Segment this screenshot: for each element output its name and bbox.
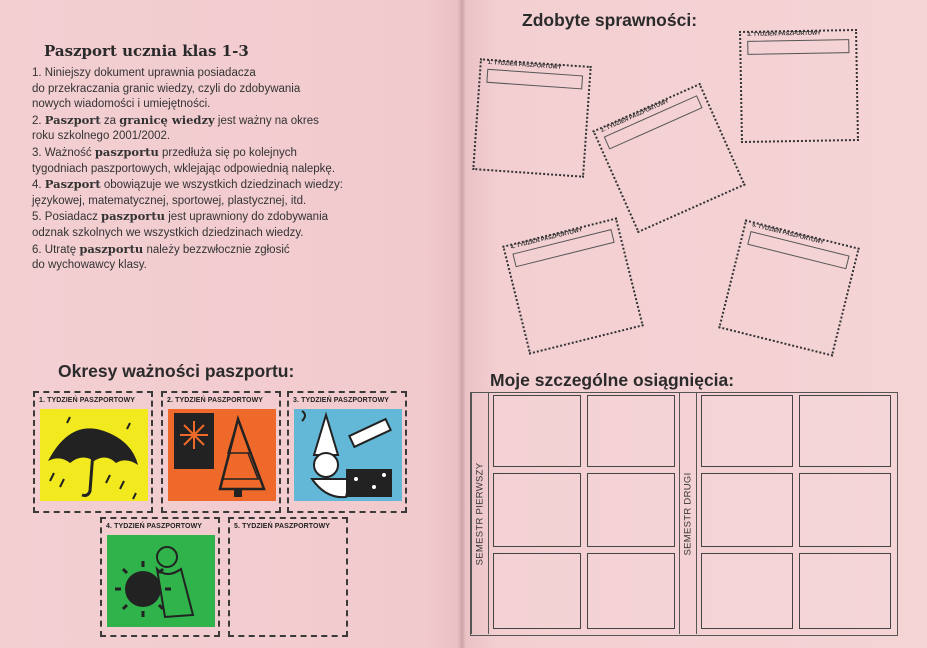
page-fold <box>458 0 466 648</box>
achievement-cell <box>587 553 675 629</box>
achievements-grid <box>470 392 898 636</box>
badge-1-label: 1. TYDZIEŃ PASZPORTOWY <box>487 59 562 71</box>
rule-line: 4. Paszport obowiązuje we wszystkich dziedzinach wiedzy: <box>32 177 343 192</box>
rule-line: roku szkolnego 2001/2002. <box>32 130 171 143</box>
badge-3-strip <box>747 39 849 55</box>
achievement-cell <box>701 395 793 467</box>
achievements-heading: Moje szczególne osiągnięcia: <box>490 370 735 390</box>
rule-line: odznak szkolnych we wszystkich dziedzinach wiedzy. <box>32 226 304 239</box>
badge-slot-1 <box>472 58 592 178</box>
rule-line: nowych wiadomości i umiejętności. <box>32 98 211 111</box>
rule-line: językowej, matematycznej, sportowej, plastycznej, itd. <box>32 194 307 207</box>
week-1-box <box>33 391 153 513</box>
semester-1-label: SEMESTR PIERWSZY <box>474 462 486 565</box>
achievement-cell <box>799 553 891 629</box>
sun-girl-icon <box>107 535 215 627</box>
badge-1-strip <box>486 69 583 90</box>
week-4-box <box>100 517 220 637</box>
achievement-cell <box>701 473 793 547</box>
rule-line: 6. Utratę paszportu należy bezzwłocznie zgłosić <box>32 241 290 256</box>
rule-line: tygodniach paszportowych, wklejając odpowiednią nalepkę. <box>32 162 336 175</box>
rule-line: do wychowawcy klasy. <box>32 259 147 272</box>
rule-line: 1. Niniejszy dokument uprawnia posiadacza <box>32 67 256 79</box>
achievement-cell <box>587 395 675 467</box>
rules-list <box>32 66 412 274</box>
achievement-cell <box>799 395 891 467</box>
rule-line: 3. Ważność paszportu przedłuża się po kolejnych <box>32 144 297 159</box>
rule-line: 5. Posiadacz paszportu jest uprawniony do zdobywania <box>32 209 329 224</box>
badge-5-label: 5. TYDZIEŃ PASZPORTOWY <box>751 222 825 246</box>
document-title: Paszport ucznia klas 1-3 <box>44 42 249 60</box>
achievement-cell <box>493 395 581 467</box>
badges-heading: Zdobyte sprawności: <box>522 10 698 30</box>
week-4-label: 4. TYDZIEŃ PASZPORTOWY <box>106 523 203 530</box>
achievement-cell <box>799 473 891 547</box>
achievement-cell <box>493 473 581 547</box>
semester-1-column <box>471 393 489 634</box>
badge-2-label: 2. TYDZIEŃ PASZPORTOWY <box>600 98 670 134</box>
umbrella-rain-icon <box>40 409 148 501</box>
week-5-box <box>228 517 348 637</box>
semester-2-label: SEMESTR DRUGI <box>682 471 694 556</box>
wizard-telescope-icon <box>294 409 402 501</box>
badge-4-label: 4. TYDZIEŃ PASZPORTOWY <box>510 227 584 251</box>
achievement-cell <box>587 473 675 547</box>
week-1-label: 1. TYDZIEŃ PASZPORTOWY <box>39 397 136 404</box>
week-2-box <box>161 391 281 513</box>
week-5-label: 5. TYDZIEŃ PASZPORTOWY <box>234 523 331 530</box>
rule-line: 2. Paszport za granicę wiedzy jest ważny na okres <box>32 112 319 127</box>
badge-slot-3 <box>739 29 859 143</box>
achievement-cell <box>493 553 581 629</box>
semester-2-column <box>679 393 697 634</box>
week-3-box <box>287 391 407 513</box>
snowflake-tree-icon <box>168 409 276 501</box>
week-2-label: 2. TYDZIEŃ PASZPORTOWY <box>167 397 264 404</box>
week-3-label: 3. TYDZIEŃ PASZPORTOWY <box>293 397 390 404</box>
achievement-cell <box>701 553 793 629</box>
rule-line: do przekraczania granic wiedzy, czyli do zdobywania <box>32 82 301 95</box>
badge-3-label: 3. TYDZIEŃ PASZPORTOWY <box>747 30 821 38</box>
validity-heading: Okresy ważności paszportu: <box>58 361 295 381</box>
